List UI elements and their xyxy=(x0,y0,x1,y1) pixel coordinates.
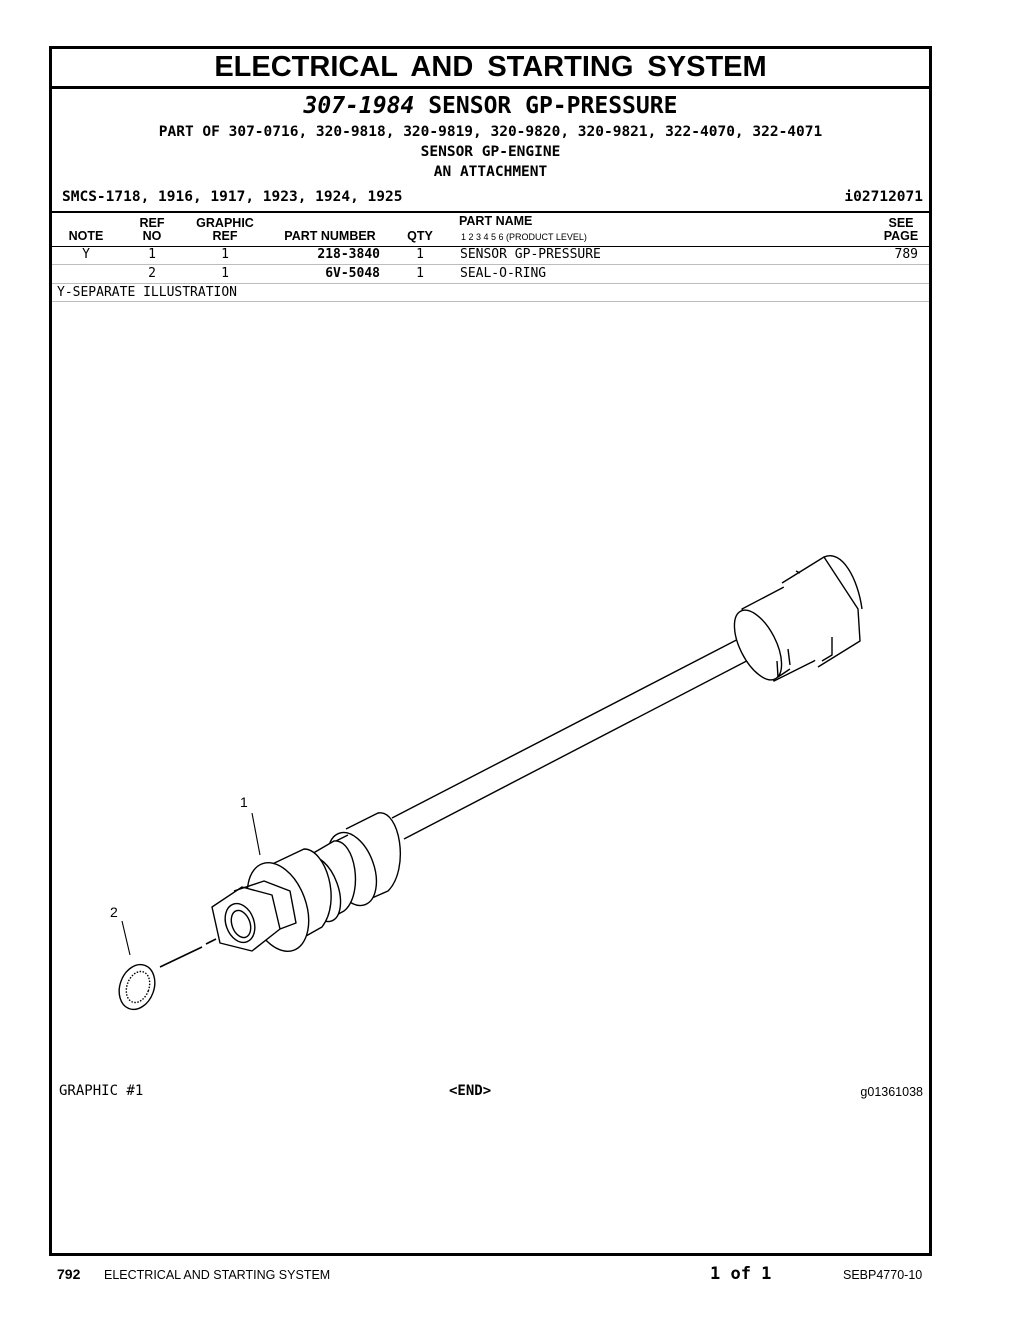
col-graphic-top: GRAPHIC xyxy=(196,216,254,230)
part-of-line: PART OF 307-0716, 320-9818, 320-9819, 320-9820, 320-9821, 322-4070, 322-4071 xyxy=(158,124,823,140)
sensor-illustration xyxy=(52,49,929,1253)
col-see-top: SEE xyxy=(888,216,914,230)
row-part-number[interactable]: 218-3840 xyxy=(317,247,380,262)
row-note: Y xyxy=(82,247,90,262)
col-see-bottom: PAGE xyxy=(883,229,919,243)
parent-group: SENSOR GP-ENGINE xyxy=(420,144,561,160)
col-ref-top: REF xyxy=(139,216,165,230)
row-graphic: 1 xyxy=(221,266,229,281)
col-graphic-bottom: REF xyxy=(212,229,238,243)
footer-page-of: 1 of 1 xyxy=(710,1264,772,1284)
callout-1: 1 xyxy=(240,794,248,810)
illustration-id: i02712071 xyxy=(844,189,923,205)
group-name: SENSOR GP-PRESSURE xyxy=(428,93,678,119)
product-level-scale: 1 2 3 4 5 6 (PRODUCT LEVEL) xyxy=(461,232,587,242)
group-number: 307-1984 xyxy=(303,93,415,119)
row-part-name: SEAL-O-RING xyxy=(460,266,547,281)
footer-page-number: 792 xyxy=(57,1266,81,1282)
page-title: ELECTRICAL AND STARTING SYSTEM xyxy=(52,49,929,89)
col-part-number: PART NUMBER xyxy=(284,229,376,243)
col-part-name: PART NAME xyxy=(459,214,533,228)
row-qty: 1 xyxy=(416,266,424,281)
col-note: NOTE xyxy=(68,229,104,243)
row-ref: 1 xyxy=(148,247,156,262)
row-qty: 1 xyxy=(416,247,424,262)
page-frame xyxy=(49,46,932,1256)
row-see-page[interactable]: 789 xyxy=(894,247,918,262)
footer-section: ELECTRICAL AND STARTING SYSTEM xyxy=(104,1268,331,1282)
row-part-name: SENSOR GP-PRESSURE xyxy=(460,247,601,262)
smcs-codes: SMCS-1718, 1916, 1917, 1923, 1924, 1925 xyxy=(62,189,403,205)
col-ref-bottom: NO xyxy=(142,229,162,243)
graphic-id: g01361038 xyxy=(860,1085,923,1099)
col-qty: QTY xyxy=(407,229,433,243)
callout-2: 2 xyxy=(110,904,118,920)
row-graphic: 1 xyxy=(221,247,229,262)
row-ref: 2 xyxy=(148,266,156,281)
row-part-number[interactable]: 6V-5048 xyxy=(325,266,380,281)
end-marker: <END> xyxy=(449,1083,492,1099)
graphic-label: GRAPHIC #1 xyxy=(59,1083,144,1099)
separate-illustration-note: Y-SEPARATE ILLUSTRATION xyxy=(57,285,238,300)
attachment-line: AN ATTACHMENT xyxy=(433,164,548,180)
footer-doc-id: SEBP4770-10 xyxy=(843,1268,923,1282)
